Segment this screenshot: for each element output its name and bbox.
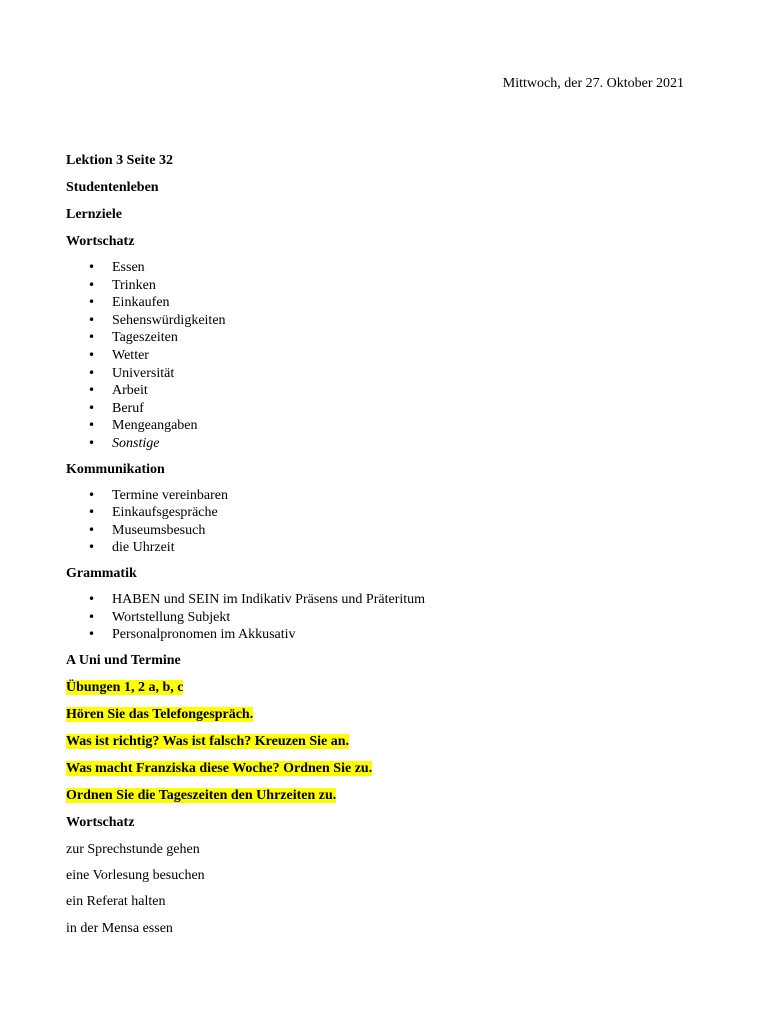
document-date: Mittwoch, der 27. Oktober 2021	[502, 76, 684, 91]
highlighted-exercise: Was ist richtig? Was ist falsch? Kreuzen Sie an.	[66, 733, 349, 749]
list-item: • Tageszeiten	[66, 329, 706, 347]
list-item: • Termine vereinbaren	[66, 487, 706, 505]
list-item: • Sonstige	[66, 435, 706, 453]
list-item: • Universität	[66, 365, 706, 383]
list-item: • die Uhrzeit	[66, 539, 706, 557]
grammar-list	[66, 591, 706, 644]
phrase-line: ein Referat halten	[66, 894, 166, 910]
lesson-title: Studentenleben	[66, 180, 159, 195]
vocab-list	[66, 259, 706, 453]
list-item: • Einkaufsgespräche	[66, 504, 706, 522]
highlighted-exercise: Übungen 1, 2 a, b, c	[66, 679, 184, 695]
lesson-heading: Lektion 3 Seite 32	[66, 153, 173, 168]
list-item: • Essen	[66, 259, 706, 277]
list-item: • Personalpronomen im Akkusativ	[66, 626, 706, 644]
list-item: • Beruf	[66, 400, 706, 418]
highlighted-exercise: Ordnen Sie die Tageszeiten den Uhrzeiten zu.	[66, 787, 337, 803]
section-a-heading: A Uni und Termine	[66, 652, 181, 668]
list-item: • Trinken	[66, 277, 706, 295]
phrase-line: eine Vorlesung besuchen	[66, 868, 205, 884]
vocab-heading: Wortschatz	[66, 234, 135, 249]
communication-list	[66, 487, 706, 557]
highlighted-exercise: Hören Sie das Telefongespräch.	[66, 706, 254, 722]
vocab2-heading: Wortschatz	[66, 814, 135, 830]
list-item: • Einkaufen	[66, 294, 706, 312]
highlighted-exercise: Was macht Franziska diese Woche? Ordnen Sie zu.	[66, 760, 373, 776]
list-item: • Museumsbesuch	[66, 522, 706, 540]
phrase-line: zur Sprechstunde gehen	[66, 841, 200, 857]
list-item: • Mengeangaben	[66, 417, 706, 435]
list-item: • Sehenswürdigkeiten	[66, 312, 706, 330]
phrase-line: in der Mensa essen	[66, 920, 173, 936]
grammar-heading: Grammatik	[66, 565, 137, 581]
list-item: • Wetter	[66, 347, 706, 365]
list-item: • Arbeit	[66, 382, 706, 400]
goals-heading: Lernziele	[66, 207, 122, 222]
communication-heading: Kommunikation	[66, 461, 165, 477]
document-body	[66, 152, 706, 946]
list-item: • Wortstellung Subjekt	[66, 609, 706, 627]
list-item: • HABEN und SEIN im Indikativ Präsens und Präteritum	[66, 591, 706, 609]
